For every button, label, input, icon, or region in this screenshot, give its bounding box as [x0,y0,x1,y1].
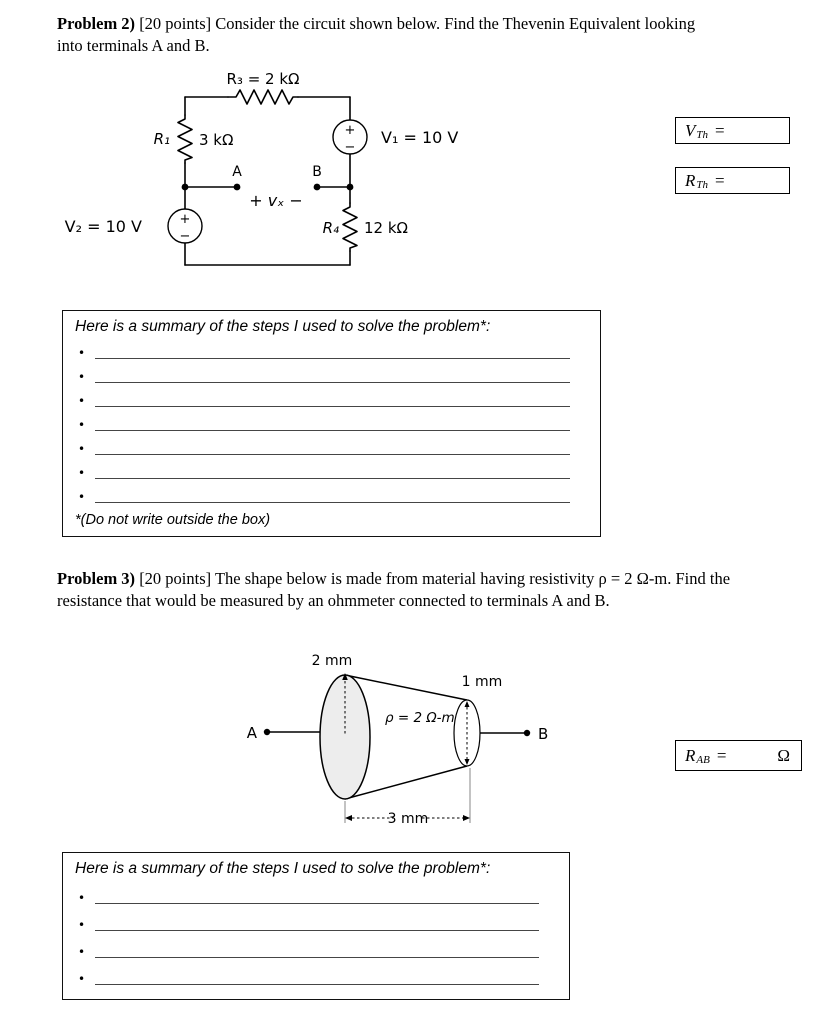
resistor-r4 [343,203,357,251]
v1-minus-sign: − [344,140,356,155]
bullet-icon: • [78,945,86,959]
rab-unit: Ω [777,745,790,765]
terminal-a-label: A [232,164,242,180]
problem3-heading [57,568,757,612]
problem2-number: Problem 2) [57,14,136,33]
rab-answer-box[interactable] [675,740,802,771]
bullet-icon: • [78,972,86,986]
rth-var: R [685,170,696,190]
summary-header: Here is a summary of the steps I used to solve the problem*: [75,318,491,335]
summary-step-row [73,365,588,389]
summary-step-row [73,461,588,485]
problem3-text: [20 points] The shape below is made from material having resistivity ρ = 2 Ω-m. Find the resistance that would be measured by an ohmmeter connected to terminals A and B. [57,569,731,611]
summary-step-row [73,937,557,964]
summary-step-row [73,883,557,910]
answer-line[interactable] [95,903,539,904]
summary-step-row [73,910,557,937]
r4-value-label: 12 kΩ [364,219,409,237]
answer-line[interactable] [95,382,570,383]
summary-header: Here is a summary of the steps I used to solve the problem*: [75,860,491,877]
bullet-icon: • [78,442,86,456]
circuit-wires [185,97,350,265]
v1-plus-sign: + [344,123,356,138]
terminal-a-text: A [246,724,257,742]
summary-step-row [73,437,588,461]
answer-line[interactable] [95,502,570,503]
r3-label: R₃ = 2 kΩ [226,70,300,88]
bullet-icon: • [78,466,86,480]
frustum-shape-svg [240,645,580,840]
answer-line[interactable] [95,478,570,479]
bullet-icon: • [78,918,86,932]
thevenin-circuit-svg [60,70,480,280]
vth-var-sub: Th [696,128,709,141]
cone-body [320,675,480,799]
right-diameter-label: 1 mm [461,674,503,690]
v2-plus-sign: + [179,212,191,227]
vx-label: + vₓ − [249,191,303,210]
resistor-r1 [178,115,192,163]
summary-step-row [73,341,588,365]
left-face-ellipse [320,675,370,799]
summary-step-row [73,964,557,991]
rth-var-sub: Th [696,178,709,191]
rth-answer-box[interactable] [675,167,790,194]
r4-name-label: R₄ [322,219,339,237]
answer-line[interactable] [95,454,570,455]
answer-line[interactable] [95,957,539,958]
answer-line[interactable] [95,430,570,431]
rab-var: R [685,745,696,765]
answer-line[interactable] [95,930,539,931]
rab-equals: = [716,745,727,765]
bullet-icon: • [78,490,86,504]
vth-var: V [685,120,696,140]
summary-box-problem3 [62,852,570,1000]
summary-step-row [73,413,588,437]
resistivity-label: ρ = 2 Ω-m [385,710,455,726]
v1-label: V₁ = 10 V [381,128,459,147]
bullet-icon: • [78,394,86,408]
rab-var-sub: AB [696,753,710,766]
vth-answer-box[interactable] [675,117,790,144]
answer-line[interactable] [95,984,539,985]
summary-box-problem2 [62,310,601,537]
voltage-source-v1 [333,120,367,155]
answer-line[interactable] [95,406,570,407]
answer-line[interactable] [95,358,570,359]
length-label: 3 mm [387,811,429,827]
bullet-icon: • [78,370,86,384]
v2-label: V₂ = 10 V [64,217,142,236]
terminal-b-text: B [538,725,549,743]
r1-value-label: 3 kΩ [199,131,234,149]
r1-name-label: R₁ [153,130,170,148]
resistor-r3 [228,90,298,104]
bullet-icon: • [78,891,86,905]
problem2-heading [57,13,722,57]
problem2-text: [20 points] Consider the circuit shown below. Find the Thevenin Equivalent looking into terminals A and B. [57,14,696,56]
summary-step-row [73,389,588,413]
terminal-a-lead [264,729,320,735]
rth-equals: = [715,170,725,190]
voltage-source-v2 [168,209,202,244]
summary-footnote: *(Do not write outside the box) [75,512,271,528]
summary-step-row [73,485,588,509]
bullet-icon: • [78,346,86,360]
v2-minus-sign: − [179,229,191,244]
problem3-number: Problem 3) [57,569,136,588]
bullet-icon: • [78,418,86,432]
terminal-b-label: B [312,164,322,180]
vth-equals: = [715,120,725,140]
left-diameter-label: 2 mm [311,653,353,669]
